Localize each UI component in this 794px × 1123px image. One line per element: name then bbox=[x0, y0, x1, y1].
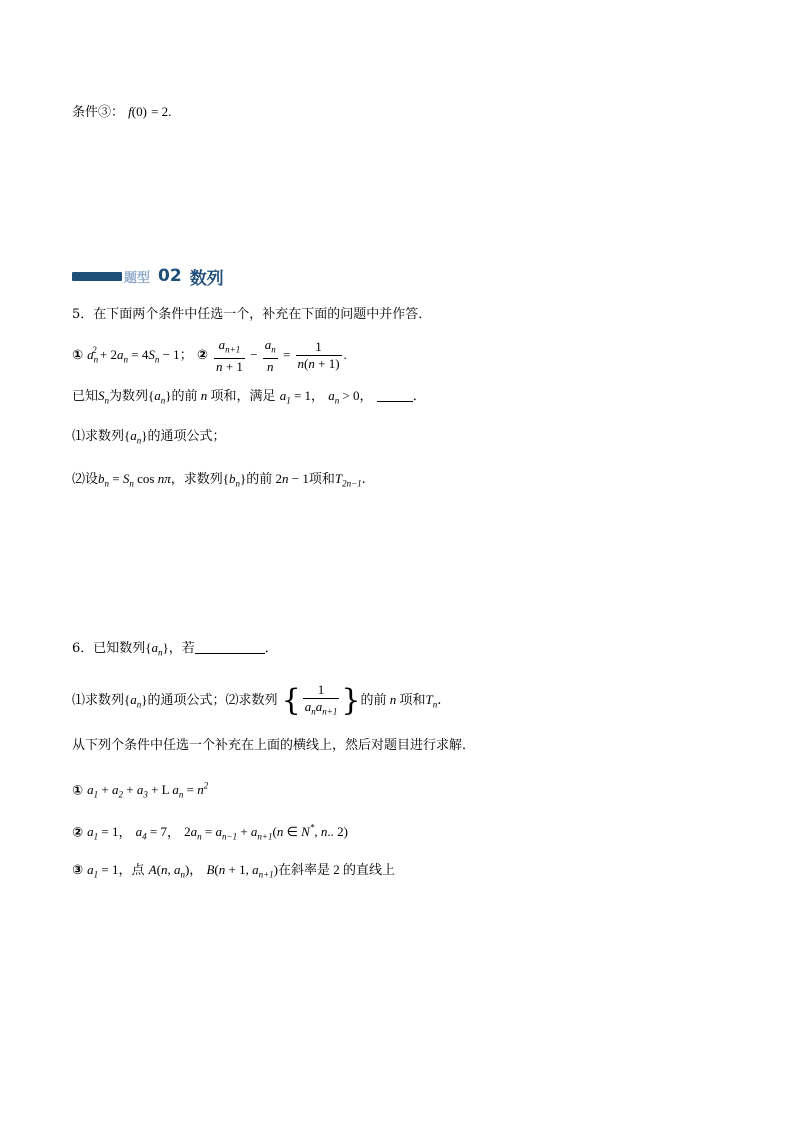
condition-3-label: 条件③： bbox=[72, 105, 125, 120]
q6-parts: ⑴求数列$\{a_n\}$的通项公式；⑵求数列 { $\frac{1}{a_na_{n+1}}$ }的前 n 项和$T_n$. bbox=[72, 682, 442, 718]
q5-given-text-6: ， bbox=[359, 389, 373, 404]
q5-part-2: ⑵设$b_n = S_n$ cos nπ，求数列$\{b_n\}$的前 2n − 1项和$T_{2n-1}$. bbox=[72, 471, 366, 489]
q6-option-2-marker: ② bbox=[72, 825, 84, 841]
section-number: 02 bbox=[158, 266, 182, 286]
q6-parts-text-1: ⑴求数列 bbox=[72, 692, 125, 708]
q5-answer-blank bbox=[377, 401, 413, 402]
condition-3-argument: (0) bbox=[131, 104, 147, 119]
q6-option-3-marker: ③ bbox=[72, 863, 84, 878]
q6-option-1-formula: $a_1 + a_2 + a_3 + L$ $a_n = n^2$ bbox=[87, 781, 209, 800]
q5-option-2-marker: ② bbox=[196, 347, 208, 363]
q6-instruction: 从下列个条件中任选一个补充在上面的横线上，然后对题目进行求解． bbox=[72, 738, 476, 753]
q5-options bbox=[72, 337, 347, 375]
q5-given-text-1: 已知 bbox=[72, 389, 99, 404]
q6-option-3-text-1: ，点 bbox=[118, 863, 145, 878]
q6-option-2-sep-1: ， bbox=[118, 825, 132, 841]
q6-option-2-sep-2: ， bbox=[167, 825, 181, 841]
q6-option-3: ③ $a_1 = 1$，点 A(n, $a_n$)， B(n + 1, $a_{n+1}$)在斜率是 2 的直线上 bbox=[72, 862, 396, 880]
q5-given: 已知$S_n$为数列$\{a_n\}$的前 n 项和，满足 $a_1 = 1$， $a_n > 0$， ． bbox=[72, 388, 426, 406]
q5-part-2-text-3: 的前 bbox=[246, 472, 273, 487]
q6-parts-text-2: 的通项公式；⑵求数列 bbox=[147, 692, 278, 708]
q6-option-3-slope: 2 bbox=[333, 862, 340, 877]
q6-option-3-text-2: ， bbox=[189, 863, 203, 878]
q5-given-text-3: 的前 bbox=[171, 389, 198, 404]
q5-given-text-5: ， bbox=[311, 389, 325, 404]
section-tag: 题型 bbox=[124, 270, 151, 286]
q6-parts-text-3: 的前 bbox=[360, 692, 387, 708]
q6-parts-text-4: 项和 bbox=[399, 692, 426, 708]
q5-part-2-text-4: 项和 bbox=[308, 472, 335, 487]
condition-3-line bbox=[72, 102, 171, 123]
condition-3-value: = 2. bbox=[151, 104, 172, 119]
section-bar-decoration bbox=[72, 272, 122, 281]
q5-option-2-formula: $\frac{a_{n+1}}{n + 1}$ − $\frac{a_n}{n}$ = $\frac{1}{n(n + 1)}$ . bbox=[216, 337, 347, 374]
q5-given-text-2: 为数列 bbox=[109, 389, 149, 404]
section-header bbox=[72, 263, 224, 289]
q5-part-1-text-2: 的通项公式； bbox=[147, 429, 226, 444]
q6-intro: 6．已知数列$\{a_n\}$，若 ． bbox=[72, 640, 278, 658]
q6-answer-blank bbox=[195, 653, 265, 654]
q6-intro-text-1: 6．已知数列 bbox=[72, 641, 146, 656]
q6-intro-text-2: ，若 bbox=[168, 641, 195, 656]
q5-part-1: ⑴求数列$\{a_n\}$的通项公式； bbox=[72, 428, 226, 446]
section-title: 数列 bbox=[189, 268, 224, 289]
q6-option-3-text-3: 在斜率是 bbox=[278, 863, 331, 878]
q6-option-3-text-4: 的直线上 bbox=[343, 863, 396, 878]
q5-option-separator: ； bbox=[179, 347, 193, 363]
q6-option-1-marker: ① bbox=[72, 783, 84, 799]
q5-part-1-text-1: ⑴求数列 bbox=[72, 429, 125, 444]
q5-given-text-4: 项和，满足 bbox=[210, 389, 276, 404]
q6-option-1 bbox=[72, 776, 208, 805]
condition-3-function: f bbox=[128, 104, 132, 119]
q5-part-2-text-2: ，求数列 bbox=[170, 472, 223, 487]
q5-intro: 5．在下面两个条件中任选一个，补充在下面的问题中并作答． bbox=[72, 307, 432, 322]
q5-part-2-text-1: ⑵设 bbox=[72, 472, 99, 487]
q5-option-1-marker: ① bbox=[72, 347, 84, 363]
q6-reciprocal-sequence: { $\frac{1}{a_na_{n+1}}$ } bbox=[281, 682, 361, 718]
q5-option-1-formula: $a_n^2 + 2a_n = 4S_n - 1$ bbox=[87, 345, 180, 365]
q6-option-2: ② $a_1 = 1$， $a_4 = 7$， $2a_n = a_{n-1} + a_{n+1}(n$ ∈ N*, n.. 2) bbox=[72, 823, 348, 842]
